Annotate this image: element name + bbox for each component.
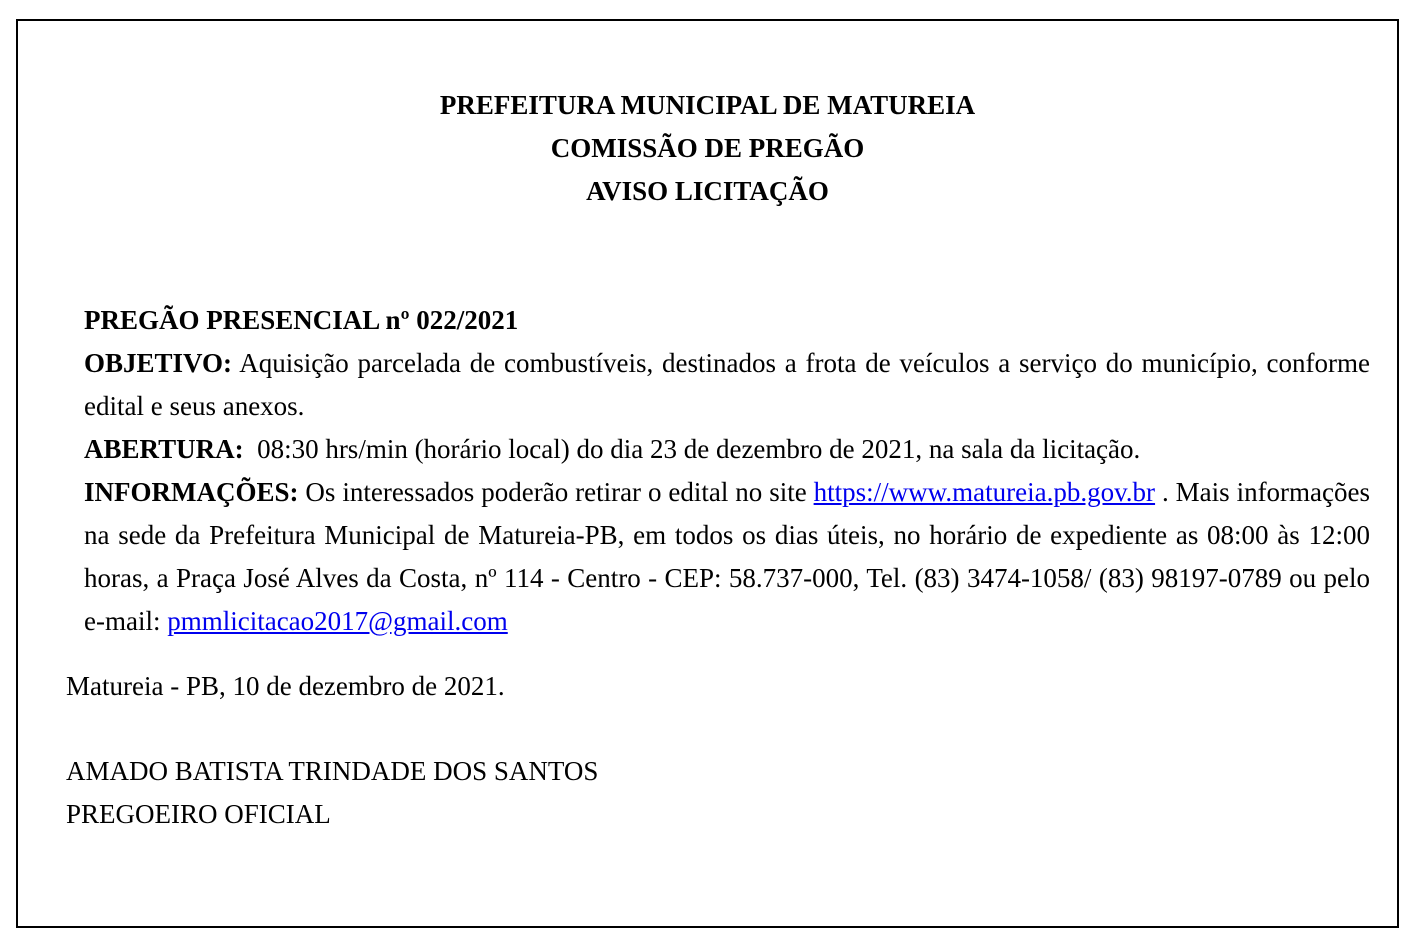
opening-paragraph	[84, 428, 1370, 471]
notice-heading	[18, 84, 1397, 213]
signatory-name: AMADO BATISTA TRINDADE DOS SANTOS	[66, 756, 599, 786]
signatory-role: PREGOEIRO OFICIAL	[66, 799, 331, 829]
objective-paragraph	[84, 342, 1370, 428]
info-label: INFORMAÇÕES:	[84, 477, 299, 507]
objective-label: OBJETIVO:	[84, 348, 232, 378]
info-text-details: . Mais informações na sede da Prefeitura Municipal de Matureia-PB, em todos os dias úteis, no horário de expediente as 08:00 às 12:00 horas, a Praça José Alves da Costa, nº 114 - Centro - CEP: 58.737-000, Tel. (83) 3474-1058/ (83) 98197-0789 ou pelo e-mail:	[84, 477, 1371, 636]
website-link[interactable]: https://www.matureia.pb.gov.br	[813, 477, 1156, 507]
date-location: Matureia - PB, 10 de dezembro de 2021.	[66, 671, 505, 701]
auction-title: PREGÃO PRESENCIAL nº 022/2021	[84, 305, 519, 335]
info-paragraph	[84, 471, 1370, 643]
signature-block	[66, 750, 598, 836]
heading-notice-type: AVISO LICITAÇÃO	[586, 176, 829, 206]
email-link[interactable]: pmmlicitacao2017@gmail.com	[167, 606, 508, 636]
heading-commission: COMISSÃO DE PREGÃO	[550, 133, 865, 163]
opening-label: ABERTURA:	[84, 434, 244, 464]
objective-text: Aquisição parcelada de combustíveis, destinados a frota de veículos a serviço do município, conforme edital e seus anexos.	[84, 348, 1371, 421]
info-text-intro: Os interessados poderão retirar o edital no site	[305, 477, 807, 507]
notice-body	[84, 299, 1370, 643]
opening-text: 08:30 hrs/min (horário local) do dia 23 de dezembro de 2021, na sala da licitação.	[257, 434, 1141, 464]
heading-municipality: PREFEITURA MUNICIPAL DE MATUREIA	[439, 90, 976, 120]
